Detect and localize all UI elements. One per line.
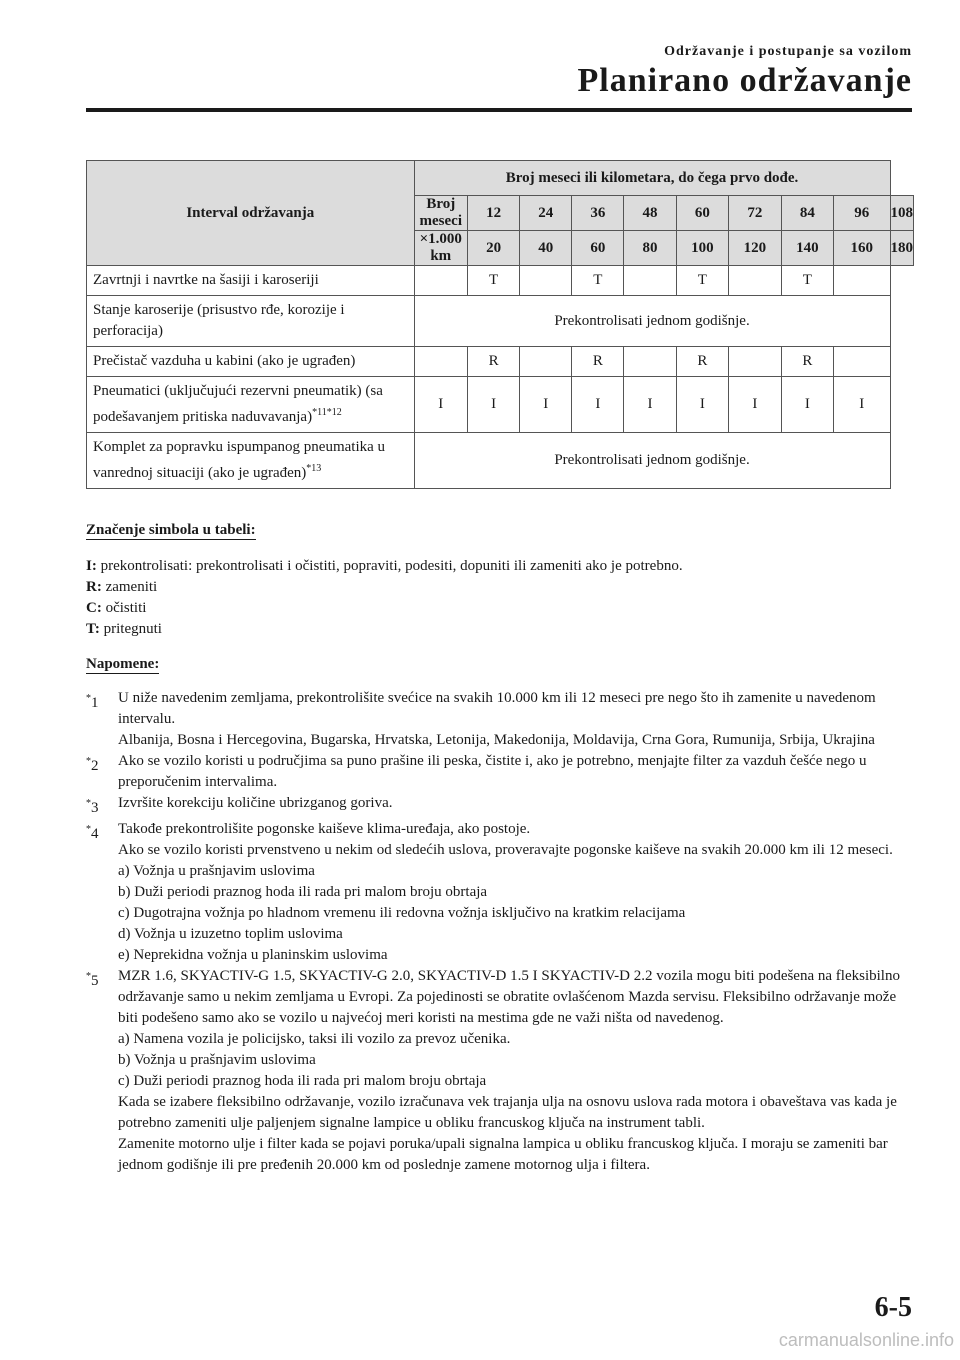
note-line: c) Duži periodi praznog hoda ili rada pri malom broju obrtaja [118, 1073, 487, 1089]
row-cell: I [676, 377, 729, 433]
row-label [87, 347, 415, 377]
legend-item [86, 598, 914, 619]
note-item [86, 688, 914, 751]
note-line: Zamenite motorno ulje i filter kada se pojavi poruka/upali signalna lampica u obliku francuskog ključa. I moraju se zameniti bar jednom godišnje ili pre pređenih 20.000 km od poslednje zamene motornog ulja i filtera. [118, 1136, 888, 1173]
km-header: 140 [781, 231, 834, 266]
legend-key: T: [86, 621, 100, 637]
note-body [118, 819, 914, 966]
row-label-text: Zavrtnji i navrtke na šasiji i karoseriji [93, 272, 319, 288]
km-header: 100 [676, 231, 729, 266]
note-line: Kada se izabere fleksibilno održavanje, vozilo izračunava vek trajanja ulja na osnovu uslova rada motora i obaveštava vas kada je potrebno zameniti ulje paljenjem signalne lampice u obliku francuskog ključa na instrument tabli. [118, 1094, 897, 1131]
row-cell: I [572, 377, 624, 433]
note-line: c) Dugotrajna vožnja po hladnom vremenu ili redovna vožnja isključivo na kratkim relacijama [118, 905, 686, 921]
row-cell: T [781, 266, 834, 296]
row-label-text: Pneumatici (uključujući rezervni pneumatik) (sa podešavanjem pritiska naduvavanja) [93, 383, 383, 425]
row-cell [834, 266, 890, 296]
note-line: Izvršite korekciju količine ubrizganog goriva. [118, 795, 393, 811]
legend-key: R: [86, 579, 102, 595]
legend-item [86, 556, 914, 577]
note-item [86, 793, 914, 819]
note-asterisk: * [86, 693, 91, 704]
legend-item [86, 577, 914, 598]
note-body [118, 966, 914, 1176]
note-line: a) Namena vozila je policijsko, taksi ili vozilo za prevoz učenika. [118, 1031, 511, 1047]
row-label [87, 266, 415, 296]
legend-text: očistiti [101, 600, 147, 616]
km-header: 60 [572, 231, 624, 266]
note-item [86, 751, 914, 793]
month-header: 60 [676, 196, 729, 231]
row-cell: R [781, 347, 834, 377]
table-row [87, 433, 914, 489]
month-header: 12 [468, 196, 520, 231]
row-label [87, 296, 415, 347]
month-header: 24 [520, 196, 572, 231]
table-row [87, 296, 914, 347]
page-title: Planirano održavanje [577, 62, 912, 99]
km-header: 80 [624, 231, 676, 266]
note-asterisk: * [86, 971, 91, 982]
row-label [87, 433, 415, 489]
note-asterisk: * [86, 756, 91, 767]
maintenance-table [86, 160, 914, 489]
notes-title: Napomene: [86, 656, 160, 672]
row-cell [729, 347, 782, 377]
note-line: d) Vožnja u izuzetno toplim uslovima [118, 926, 343, 942]
month-header: 48 [624, 196, 676, 231]
row-label-text: Komplet za popravku ispumpanog pneumatika u vanrednoj situaciji (ako je ugrađen) [93, 439, 386, 481]
row-cell: R [572, 347, 624, 377]
section-title: Održavanje i postupanje sa vozilom [664, 44, 912, 59]
month-header: 36 [572, 196, 624, 231]
row-cell [624, 266, 676, 296]
note-body [118, 793, 914, 819]
row-span-value: Prekontrolisati jednom godišnje. [414, 433, 890, 489]
interval-header: Interval održavanja [87, 161, 415, 266]
note-line: MZR 1.6, SKYACTIV-G 1.5, SKYACTIV-G 2.0, SKYACTIV-D 1.5 I SKYACTIV-D 2.2 vozila mogu biti podešena na fleksibilno održavanje samo u nekim zemljama u Evropi. Za pojedinosti se obratite ovlašćenom Mazda servisu. Fleksibilno održavanje može biti podešeno samo ako se vozilo u najvećoj meri koristi na mestima gde ne važi ništa od navedenog. [118, 968, 900, 1026]
note-asterisk: * [86, 824, 91, 835]
row-cell [624, 347, 676, 377]
note-number: *4 [86, 824, 99, 842]
row-label [87, 377, 415, 433]
note-body [118, 751, 914, 793]
row-cell [520, 347, 572, 377]
row-footnote-marker: *11*12 [312, 407, 342, 418]
note-number: *5 [86, 971, 99, 989]
note-line: Ako se vozilo koristi prvenstveno u nekim od sledećih uslova, proveravajte pogonske kaiševe na svakih 20.000 km ili 12 meseci. [118, 842, 893, 858]
note-body [118, 688, 914, 751]
table-row [87, 377, 914, 433]
legend-list [86, 556, 914, 640]
km-header: 40 [520, 231, 572, 266]
row-label-text: Prečistač vazduha u kabini (ako je ugrađen) [93, 353, 356, 369]
note-line: U niže navedenim zemljama, prekontrolišite svećice na svakih 10.000 km ili 12 meseci pre nego što ih zamenite u navedenom intervalu. [118, 690, 876, 727]
row-cell [414, 347, 467, 377]
watermark: carmanualsonline.info [778, 1330, 954, 1350]
row-cell: I [729, 377, 782, 433]
month-header: 108 [890, 196, 914, 231]
km-header: 160 [834, 231, 890, 266]
note-line: b) Duži periodi praznog hoda ili rada pri malom broju obrtaja [118, 884, 488, 900]
group-header: Broj meseci ili kilometara, do čega prvo dođe. [414, 161, 890, 196]
row-cell: I [834, 377, 890, 433]
row-cell [834, 347, 890, 377]
month-header: 84 [781, 196, 834, 231]
note-line: Albanija, Bosna i Hercegovina, Bugarska, Hrvatska, Letonija, Makedonija, Moldavija, Crna Gora, Rumunija, Srbija, Ukrajina [118, 732, 875, 748]
note-number: *3 [86, 798, 99, 816]
row-cell: I [520, 377, 572, 433]
note-asterisk: * [86, 798, 91, 809]
row-cell [520, 266, 572, 296]
legend-title: Značenje simbola u tabeli: [86, 522, 256, 538]
row-cell [729, 266, 782, 296]
row-cell: T [572, 266, 624, 296]
month-header: 96 [834, 196, 890, 231]
legend-key: I: [86, 558, 97, 574]
km-header: 120 [729, 231, 782, 266]
note-line: Takođe prekontrolišite pogonske kaiševe klima-uređaja, ako postoje. [118, 821, 531, 837]
row-cell: I [624, 377, 676, 433]
note-item [86, 819, 914, 966]
note-line: b) Vožnja u prašnjavim uslovima [118, 1052, 316, 1068]
table-row [87, 347, 914, 377]
note-number: *2 [86, 756, 99, 774]
months-label: Broj meseci [414, 196, 467, 231]
row-cell [414, 266, 467, 296]
header-rule [86, 108, 912, 112]
row-cell: R [676, 347, 729, 377]
note-number: *1 [86, 693, 99, 711]
row-cell: I [414, 377, 467, 433]
row-cell: T [676, 266, 729, 296]
row-span-value: Prekontrolisati jednom godišnje. [414, 296, 890, 347]
km-header: 20 [468, 231, 520, 266]
row-cell: I [468, 377, 520, 433]
note-line: a) Vožnja u prašnjavim uslovima [118, 863, 315, 879]
table-row [87, 266, 914, 296]
legend-key: C: [86, 600, 102, 616]
row-cell: I [781, 377, 834, 433]
row-footnote-marker: *13 [306, 463, 322, 474]
month-header: 72 [729, 196, 782, 231]
km-header: 180 [890, 231, 914, 266]
legend-item [86, 619, 914, 640]
row-label-text: Stanje karoserije (prisustvo rđe, korozije i perforacija) [93, 302, 345, 339]
legend-text: prekontrolisati: prekontrolisati i očistiti, popraviti, podesiti, dopuniti ili zameniti ako je potrebno. [96, 558, 683, 574]
legend-text: zameniti [101, 579, 158, 595]
km-label: ×1.000 km [414, 231, 467, 266]
page-number: 6-5 [874, 1292, 912, 1323]
note-item [86, 966, 914, 1176]
note-line: Ako se vozilo koristi u područjima sa puno prašine ili peska, čistite i, ako je potrebno, menjajte filter za vazduh češće nego u preporučenim intervalima. [118, 753, 867, 790]
row-cell: T [468, 266, 520, 296]
notes-list [86, 688, 914, 1176]
note-line: e) Neprekidna vožnja u planinskim uslovima [118, 947, 388, 963]
legend-text: pritegnuti [99, 621, 162, 637]
row-cell: R [468, 347, 520, 377]
